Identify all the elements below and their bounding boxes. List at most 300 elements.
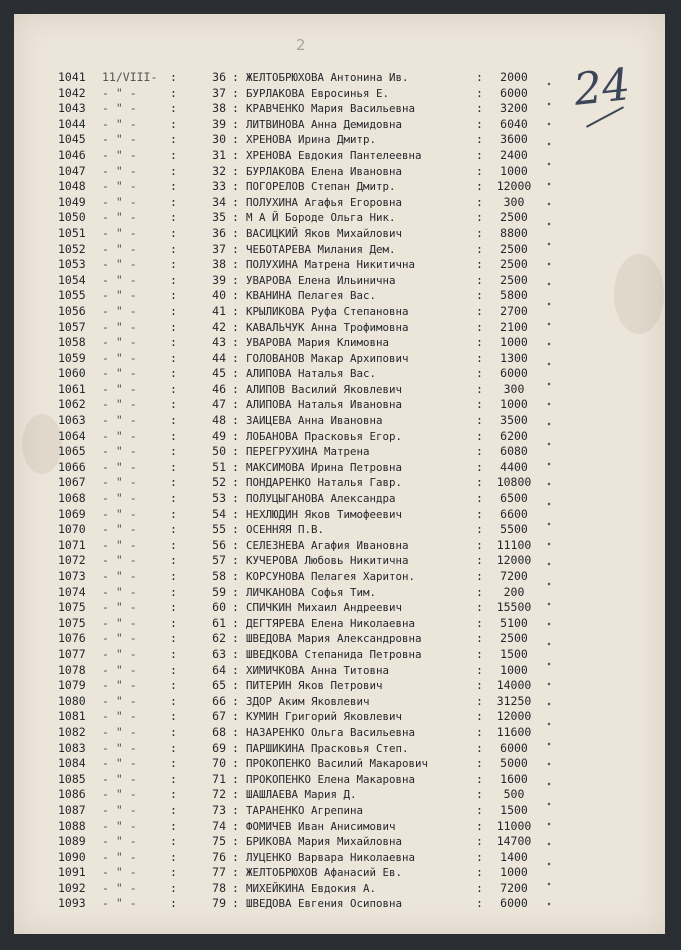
sequence-number: 34 bbox=[212, 194, 226, 209]
amount: 11000 bbox=[496, 818, 532, 833]
entry-number: 1066 bbox=[58, 459, 86, 474]
column-separator: : bbox=[170, 631, 177, 646]
entry-number: 1042 bbox=[58, 85, 86, 100]
column-separator: : bbox=[476, 896, 483, 911]
sequence-number: 56 bbox=[212, 537, 226, 552]
entry-date: - " - bbox=[102, 600, 137, 615]
ledger-row bbox=[14, 756, 665, 772]
entry-number: 1071 bbox=[58, 537, 86, 552]
column-separator: : bbox=[476, 428, 483, 443]
amount: 7200 bbox=[500, 880, 528, 895]
column-separator: : bbox=[232, 101, 239, 116]
column-separator: : bbox=[476, 771, 483, 786]
person-name: ПОЛУЦЫГАНОВА Александра bbox=[246, 492, 396, 506]
amount: 15500 bbox=[496, 600, 532, 615]
column-separator: : bbox=[476, 615, 483, 630]
column-separator: : bbox=[232, 740, 239, 755]
ledger-row bbox=[14, 569, 665, 585]
amount: 200 bbox=[503, 584, 525, 599]
ledger-row bbox=[14, 725, 665, 741]
person-name: ХРЕНОВА Ирина Дмитр. bbox=[246, 133, 377, 147]
entry-date: - " - bbox=[102, 475, 137, 490]
column-separator: : bbox=[232, 880, 239, 895]
person-name: КАВАЛЬЧУК Анна Трофимовна bbox=[246, 320, 409, 334]
entry-number: 1063 bbox=[58, 413, 86, 428]
sequence-number: 33 bbox=[212, 179, 226, 194]
amount: 1000 bbox=[500, 335, 528, 350]
person-name: ПОЛУХИНА Матрена Никитична bbox=[246, 258, 416, 272]
amount: 1500 bbox=[500, 646, 528, 661]
amount: 2700 bbox=[500, 303, 528, 318]
column-separator: : bbox=[476, 225, 483, 240]
column-separator: : bbox=[476, 756, 483, 771]
column-separator: : bbox=[232, 163, 239, 178]
sequence-number: 44 bbox=[212, 350, 226, 365]
column-separator: : bbox=[170, 116, 177, 131]
sequence-number: 50 bbox=[212, 444, 226, 459]
entry-number: 1059 bbox=[58, 350, 86, 365]
amount: 1600 bbox=[500, 771, 528, 786]
ledger-row bbox=[14, 288, 665, 304]
column-separator: : bbox=[476, 569, 483, 583]
person-name: ПОЛУХИНА Агафья Егоровна bbox=[246, 195, 403, 209]
column-separator: : bbox=[476, 459, 483, 474]
entry-number: 1070 bbox=[58, 522, 86, 537]
column-separator: : bbox=[476, 319, 483, 334]
person-name: НАЗАРЕНКО Ольга Васильевна bbox=[246, 725, 416, 739]
ledger-row bbox=[14, 132, 665, 148]
sequence-number: 51 bbox=[212, 459, 226, 474]
column-separator: : bbox=[170, 319, 177, 334]
column-separator: : bbox=[232, 709, 239, 724]
ledger-row bbox=[14, 631, 665, 647]
column-separator: : bbox=[476, 646, 483, 661]
person-name: УВАРОВА Мария Климовна bbox=[246, 336, 390, 350]
sequence-number: 39 bbox=[212, 272, 226, 287]
ledger-row bbox=[14, 585, 665, 601]
column-separator: : bbox=[232, 194, 239, 209]
entry-number: 1052 bbox=[58, 241, 86, 256]
entry-number: 1068 bbox=[58, 491, 86, 506]
column-separator: : bbox=[170, 210, 177, 225]
amount: 7200 bbox=[500, 569, 528, 583]
ledger-row bbox=[14, 553, 665, 569]
entry-number: 1064 bbox=[58, 428, 86, 443]
sequence-number: 31 bbox=[212, 147, 226, 162]
column-separator: : bbox=[170, 241, 177, 256]
column-separator: : bbox=[170, 553, 177, 568]
entry-number: 1045 bbox=[58, 132, 86, 147]
person-name: ПРОКОПЕНКО Василий Макарович bbox=[246, 757, 429, 771]
column-separator: : bbox=[476, 335, 483, 350]
sequence-number: 60 bbox=[212, 600, 226, 615]
column-separator: : bbox=[476, 880, 483, 895]
column-separator: : bbox=[232, 319, 239, 334]
column-separator: : bbox=[170, 709, 177, 724]
sequence-number: 38 bbox=[212, 257, 226, 272]
sequence-number: 37 bbox=[212, 241, 226, 256]
column-separator: : bbox=[476, 834, 483, 849]
column-separator: : bbox=[476, 584, 483, 599]
entry-date: - " - bbox=[102, 303, 137, 318]
amount: 2500 bbox=[500, 241, 528, 256]
column-separator: : bbox=[232, 179, 239, 194]
ledger-row bbox=[14, 366, 665, 382]
entry-number: 1082 bbox=[58, 724, 86, 739]
column-separator: : bbox=[232, 397, 239, 412]
entry-number: 1056 bbox=[58, 303, 86, 318]
entry-number: 1092 bbox=[58, 880, 86, 895]
entry-date: - " - bbox=[102, 880, 137, 895]
entry-date: - " - bbox=[102, 210, 137, 225]
column-separator: : bbox=[170, 444, 177, 459]
entry-number: 1057 bbox=[58, 319, 86, 334]
entry-number: 1084 bbox=[58, 756, 86, 771]
column-separator: : bbox=[232, 413, 239, 428]
entry-number: 1083 bbox=[58, 740, 86, 755]
column-separator: : bbox=[232, 132, 239, 147]
amount: 1400 bbox=[500, 849, 528, 864]
column-separator: : bbox=[232, 428, 239, 443]
ledger-rows bbox=[14, 70, 665, 912]
person-name: ПЕРЕГРУХИНА Матрена bbox=[246, 445, 370, 459]
ledger-row bbox=[14, 522, 665, 538]
ledger-row bbox=[14, 351, 665, 367]
entry-number: 1055 bbox=[58, 288, 86, 303]
column-separator: : bbox=[476, 257, 483, 272]
person-name: ХИМИЧКОВА Анна Титовна bbox=[246, 663, 390, 677]
column-separator: : bbox=[476, 366, 483, 381]
person-name: НЕХЛЮДИН Яков Тимофеевич bbox=[246, 507, 403, 521]
entry-date: - " - bbox=[102, 849, 137, 864]
person-name: КРЫЛИКОВА Руфа Степановна bbox=[246, 304, 409, 318]
column-separator: : bbox=[476, 179, 483, 194]
column-separator: : bbox=[170, 257, 177, 272]
person-name: ШВЕДКОВА Степанида Петровна bbox=[246, 647, 422, 661]
column-separator: : bbox=[232, 241, 239, 256]
person-name: АЛИПОВА Наталья Вас. bbox=[246, 367, 377, 381]
person-name: КУМИН Григорий Яковлевич bbox=[246, 710, 403, 724]
column-separator: : bbox=[232, 444, 239, 459]
ledger-row bbox=[14, 475, 665, 491]
person-name: АЛИПОВА Наталья Ивановна bbox=[246, 398, 403, 412]
entry-number: 1051 bbox=[58, 225, 86, 240]
entry-date: - " - bbox=[102, 709, 137, 724]
entry-date: - " - bbox=[102, 818, 137, 833]
entry-date: - " - bbox=[102, 569, 137, 583]
person-name: УВАРОВА Елена Ильинична bbox=[246, 273, 396, 287]
column-separator: : bbox=[170, 740, 177, 755]
column-separator: : bbox=[232, 210, 239, 225]
entry-number: 1041 bbox=[58, 70, 86, 84]
entry-number: 1075 bbox=[58, 600, 86, 615]
column-separator: : bbox=[170, 756, 177, 771]
amount: 6000 bbox=[500, 85, 528, 100]
sequence-number: 76 bbox=[212, 849, 226, 864]
amount: 300 bbox=[503, 194, 525, 209]
column-separator: : bbox=[232, 288, 239, 303]
amount: 11600 bbox=[496, 724, 532, 739]
sequence-number: 55 bbox=[212, 522, 226, 537]
column-separator: : bbox=[476, 787, 483, 802]
column-separator: : bbox=[170, 522, 177, 537]
sequence-number: 57 bbox=[212, 553, 226, 568]
amount: 6600 bbox=[500, 506, 528, 521]
entry-date: - " - bbox=[102, 428, 137, 443]
entry-number: 1090 bbox=[58, 849, 86, 864]
person-name: ТАРАНЕНКО Агрепина bbox=[246, 803, 364, 817]
column-separator: : bbox=[232, 70, 239, 84]
ledger-row bbox=[14, 179, 665, 195]
entry-date: - " - bbox=[102, 787, 137, 802]
column-separator: : bbox=[476, 553, 483, 568]
entry-date: - " - bbox=[102, 225, 137, 240]
sequence-number: 65 bbox=[212, 678, 226, 693]
amount: 1000 bbox=[500, 662, 528, 677]
person-name: ПОНДАРЕНКО Наталья Гавр. bbox=[246, 476, 403, 490]
column-separator: : bbox=[170, 896, 177, 911]
entry-date: - " - bbox=[102, 740, 137, 755]
ledger-row bbox=[14, 881, 665, 897]
column-separator: : bbox=[476, 210, 483, 225]
entry-date: - " - bbox=[102, 896, 137, 911]
column-separator: : bbox=[232, 366, 239, 381]
column-separator: : bbox=[476, 709, 483, 724]
column-separator: : bbox=[170, 569, 177, 583]
entry-number: 1089 bbox=[58, 834, 86, 849]
amount: 500 bbox=[503, 787, 525, 802]
ledger-row bbox=[14, 850, 665, 866]
ledger-row bbox=[14, 382, 665, 398]
column-separator: : bbox=[232, 771, 239, 786]
person-name: ШВЕДОВА Мария Александровна bbox=[246, 632, 422, 646]
ledger-row bbox=[14, 335, 665, 351]
entry-date: - " - bbox=[102, 678, 137, 693]
amount: 8800 bbox=[500, 225, 528, 240]
amount: 2100 bbox=[500, 319, 528, 334]
column-separator: : bbox=[476, 537, 483, 552]
ledger-row bbox=[14, 413, 665, 429]
column-separator: : bbox=[170, 272, 177, 287]
entry-number: 1086 bbox=[58, 787, 86, 802]
column-separator: : bbox=[232, 724, 239, 739]
ledger-row bbox=[14, 819, 665, 835]
entry-date: - " - bbox=[102, 335, 137, 350]
sequence-number: 71 bbox=[212, 771, 226, 786]
amount: 6000 bbox=[500, 740, 528, 755]
entry-date: - " - bbox=[102, 116, 137, 131]
amount: 12000 bbox=[496, 179, 532, 194]
column-separator: : bbox=[476, 600, 483, 615]
column-separator: : bbox=[232, 615, 239, 630]
column-separator: : bbox=[232, 865, 239, 880]
ledger-row bbox=[14, 741, 665, 757]
entry-number: 1073 bbox=[58, 569, 86, 583]
column-separator: : bbox=[170, 366, 177, 381]
column-separator: : bbox=[170, 802, 177, 817]
amount: 6080 bbox=[500, 444, 528, 459]
amount: 5000 bbox=[500, 756, 528, 771]
amount: 2500 bbox=[500, 631, 528, 646]
ledger-row bbox=[14, 320, 665, 336]
sequence-number: 79 bbox=[212, 896, 226, 911]
column-separator: : bbox=[170, 787, 177, 802]
person-name: М А Й Бороде Ольга Ник. bbox=[246, 211, 396, 225]
column-separator: : bbox=[232, 631, 239, 646]
sequence-number: 74 bbox=[212, 818, 226, 833]
entry-date: - " - bbox=[102, 85, 137, 100]
column-separator: : bbox=[476, 163, 483, 178]
amount: 6000 bbox=[500, 896, 528, 911]
column-separator: : bbox=[232, 350, 239, 365]
entry-number: 1085 bbox=[58, 771, 86, 786]
column-separator: : bbox=[170, 413, 177, 428]
column-separator: : bbox=[232, 584, 239, 599]
column-separator: : bbox=[476, 865, 483, 880]
column-separator: : bbox=[170, 693, 177, 708]
column-separator: : bbox=[170, 397, 177, 412]
amount: 1000 bbox=[500, 397, 528, 412]
person-name: ПРОКОПЕНКО Елена Макаровна bbox=[246, 772, 416, 786]
column-separator: : bbox=[476, 194, 483, 209]
column-separator: : bbox=[476, 413, 483, 428]
entry-date: - " - bbox=[102, 319, 137, 334]
person-name: ШВЕДОВА Евгения Осиповна bbox=[246, 897, 403, 911]
entry-date: - " - bbox=[102, 350, 137, 365]
column-separator: : bbox=[170, 491, 177, 506]
entry-date: - " - bbox=[102, 522, 137, 537]
entry-date: 11/VIII- bbox=[102, 70, 158, 84]
person-name: ВАСИЦКИЙ Яков Михайлович bbox=[246, 226, 403, 240]
ledger-row bbox=[14, 663, 665, 679]
sequence-number: 43 bbox=[212, 335, 226, 350]
sequence-number: 52 bbox=[212, 475, 226, 490]
person-name: КУЧЕРОВА Любовь Никитична bbox=[246, 554, 409, 568]
column-separator: : bbox=[476, 849, 483, 864]
entry-number: 1075 bbox=[58, 615, 86, 630]
entry-date: - " - bbox=[102, 491, 137, 506]
entry-date: - " - bbox=[102, 865, 137, 880]
ledger-row bbox=[14, 70, 665, 86]
column-separator: : bbox=[232, 693, 239, 708]
entry-date: - " - bbox=[102, 537, 137, 552]
ledger-row bbox=[14, 865, 665, 881]
person-name: АЛИПОВ Василий Яковлевич bbox=[246, 382, 403, 396]
ledger-row bbox=[14, 242, 665, 258]
sequence-number: 68 bbox=[212, 724, 226, 739]
person-name: ОСЕННЯЯ П.В. bbox=[246, 523, 325, 537]
column-separator: : bbox=[232, 116, 239, 131]
entry-number: 1080 bbox=[58, 693, 86, 708]
column-separator: : bbox=[170, 849, 177, 864]
column-separator: : bbox=[476, 397, 483, 412]
column-separator: : bbox=[232, 678, 239, 693]
column-separator: : bbox=[232, 646, 239, 661]
amount: 5800 bbox=[500, 288, 528, 303]
person-name: ЛОБАНОВА Прасковья Егор. bbox=[246, 429, 403, 443]
ledger-row bbox=[14, 709, 665, 725]
sequence-number: 72 bbox=[212, 787, 226, 802]
ledger-row bbox=[14, 538, 665, 554]
column-separator: : bbox=[170, 865, 177, 880]
sequence-number: 36 bbox=[212, 225, 226, 240]
amount: 6000 bbox=[500, 366, 528, 381]
person-name: ПИТЕРИН Яков Петрович bbox=[246, 679, 383, 693]
entry-date: - " - bbox=[102, 288, 137, 303]
column-separator: : bbox=[476, 506, 483, 521]
ledger-row bbox=[14, 101, 665, 117]
ledger-row bbox=[14, 444, 665, 460]
column-separator: : bbox=[232, 225, 239, 240]
column-separator: : bbox=[170, 335, 177, 350]
column-separator: : bbox=[232, 896, 239, 911]
column-separator: : bbox=[170, 459, 177, 474]
sequence-number: 39 bbox=[212, 116, 226, 131]
ledger-row bbox=[14, 164, 665, 180]
entry-date: - " - bbox=[102, 631, 137, 646]
entry-date: - " - bbox=[102, 662, 137, 677]
sequence-number: 64 bbox=[212, 662, 226, 677]
column-separator: : bbox=[476, 522, 483, 537]
sequence-number: 67 bbox=[212, 709, 226, 724]
column-separator: : bbox=[232, 335, 239, 350]
entry-date: - " - bbox=[102, 444, 137, 459]
amount: 31250 bbox=[496, 693, 532, 708]
amount: 6200 bbox=[500, 428, 528, 443]
entry-number: 1047 bbox=[58, 163, 86, 178]
entry-date: - " - bbox=[102, 257, 137, 272]
entry-number: 1078 bbox=[58, 662, 86, 677]
column-separator: : bbox=[476, 662, 483, 677]
column-separator: : bbox=[476, 475, 483, 490]
column-separator: : bbox=[232, 491, 239, 506]
ledger-row bbox=[14, 304, 665, 320]
ledger-row bbox=[14, 896, 665, 912]
person-name: ХРЕНОВА Евдокия Пантелеевна bbox=[246, 148, 422, 162]
column-separator: : bbox=[232, 802, 239, 817]
column-separator: : bbox=[232, 459, 239, 474]
column-separator: : bbox=[476, 444, 483, 459]
sequence-number: 38 bbox=[212, 101, 226, 116]
entry-date: - " - bbox=[102, 553, 137, 568]
entry-number: 1081 bbox=[58, 709, 86, 724]
sequence-number: 69 bbox=[212, 740, 226, 755]
column-separator: : bbox=[232, 303, 239, 318]
ledger-row bbox=[14, 507, 665, 523]
amount: 6500 bbox=[500, 491, 528, 506]
page-mark: 2 bbox=[296, 36, 307, 54]
entry-date: - " - bbox=[102, 771, 137, 786]
column-separator: : bbox=[170, 85, 177, 100]
ledger-row bbox=[14, 600, 665, 616]
amount: 10800 bbox=[496, 475, 532, 490]
column-separator: : bbox=[170, 147, 177, 162]
amount: 14700 bbox=[496, 834, 532, 849]
column-separator: : bbox=[170, 101, 177, 116]
column-separator: : bbox=[170, 818, 177, 833]
person-name: ФОМИЧЕВ Иван Анисимович bbox=[246, 819, 396, 833]
entry-number: 1053 bbox=[58, 257, 86, 272]
column-separator: : bbox=[170, 600, 177, 615]
entry-number: 1077 bbox=[58, 646, 86, 661]
sequence-number: 40 bbox=[212, 288, 226, 303]
amount: 2500 bbox=[500, 210, 528, 225]
person-name: ЛУЦЕНКО Варвара Николаевна bbox=[246, 850, 416, 864]
column-separator: : bbox=[170, 288, 177, 303]
column-separator: : bbox=[232, 475, 239, 490]
column-separator: : bbox=[476, 70, 483, 84]
person-name: ЗАИЦЕВА Анна Ивановна bbox=[246, 414, 383, 428]
